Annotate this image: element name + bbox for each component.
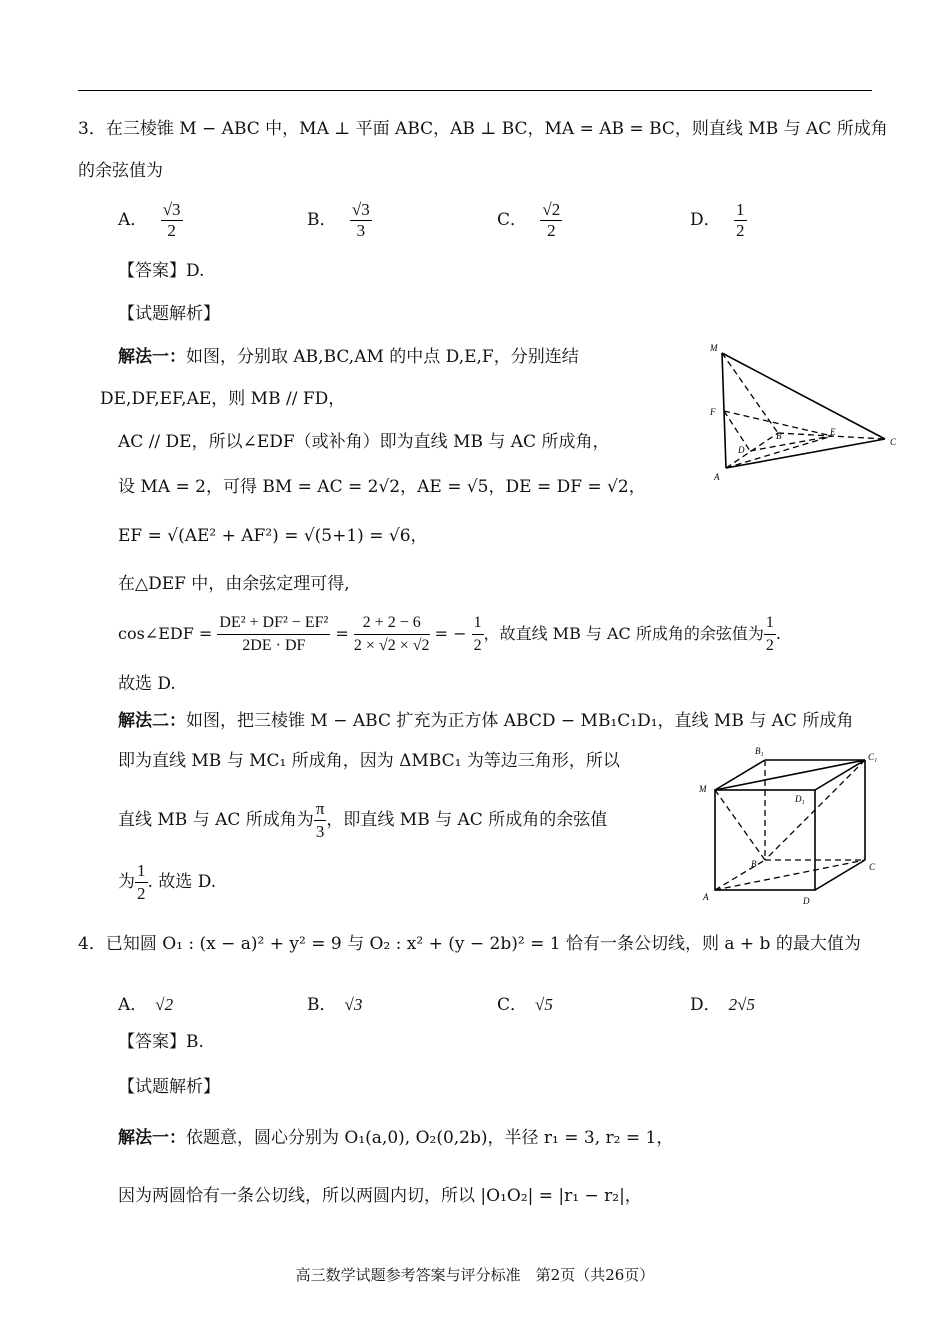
edge-d-c: [815, 860, 865, 890]
label-b: B: [751, 859, 757, 869]
q3-option-a: A． $\frac{√3}{2}$: [118, 200, 181, 240]
label-d: D: [738, 445, 745, 455]
edge-ma: [722, 353, 726, 468]
q4-option-d: D． 2√5: [690, 995, 755, 1015]
q3-stem-line1: 3．在三棱锥 M − ABC 中，MA ⊥ 平面 ABC，AB ⊥ BC，MA = AB = BC，则直线 MB 与 AC 所成角: [78, 119, 888, 139]
q3-method1-line4: 设 MA = 2，可得 BM = AC = 2√2，AE = √5，DE = DF = √2，: [118, 477, 646, 497]
q3-answer: 【答案】D.: [118, 261, 205, 281]
label-d1: D₁: [795, 794, 805, 804]
q4-stem: 4．已知圆 O₁ : (x − a)² + y² = 9 与 O₂ : x² + (y − 2b)² = 1 恰有一条公切线，则 a + b 的最大值为: [78, 934, 861, 954]
q3-option-d: D． $\frac{1}{2}$: [690, 200, 745, 240]
label-e: E: [830, 427, 836, 437]
segment-ac: [715, 860, 865, 890]
q4-option-a: A． √2: [118, 995, 174, 1015]
segment-mb: [715, 790, 765, 860]
q3-method1-line2: DE,DF,EF,AE，则 MB // FD，: [100, 389, 346, 409]
label-b: B: [776, 431, 782, 441]
page-footer: 高三数学试题参考答案与评分标准 第2页（共26页）: [295, 1266, 655, 1284]
edge-m-c1: [715, 760, 865, 790]
pi-over-3-fraction: $\frac{\pi}{3}$: [315, 799, 325, 841]
label-c: C: [890, 437, 897, 447]
q3-option-d-fraction: $\frac{1}{2}$: [736, 200, 745, 240]
label-m: M: [699, 784, 707, 794]
label-a: A: [703, 892, 709, 902]
q3-option-a-fraction: $\frac{√3}{2}$: [162, 200, 181, 240]
segment-fd: [724, 411, 750, 451]
q4-analysis-heading: 【试题解析】: [118, 1077, 220, 1097]
edge-mc: [722, 353, 885, 439]
q3-method2-line3: 直线 MB 与 AC 所成角为 $\frac{\pi}{3}$ ，即直线 MB 与 AC 所成角的余弦值: [118, 799, 608, 841]
cosine-fraction-answer: $\frac{1}{2}$: [765, 614, 774, 654]
half-fraction: $\frac{1}{2}$: [137, 861, 146, 903]
q3-method2-line4: 为 $\frac{1}{2}$ . 故选 D.: [118, 861, 217, 903]
q3-stem-line2: 的余弦值为: [78, 161, 163, 181]
q3-analysis-heading: 【试题解析】: [118, 304, 220, 324]
q3-method1-conclusion: 故选 D.: [118, 674, 176, 694]
cosine-fraction-general: $\frac{\text{DE² + DF² − EF²}}{2DE \cdot DF}$: [219, 614, 329, 654]
q4-option-b: B． √3: [307, 995, 363, 1015]
tetrahedron-figure: [700, 335, 910, 485]
label-d: D: [803, 896, 810, 906]
label-c1: C₁: [868, 752, 878, 762]
label-m: M: [710, 343, 718, 353]
q3-option-c-fraction: $\frac{√2}{2}$: [542, 200, 561, 240]
cube-figure: [695, 742, 895, 912]
q4-option-c: C． √5: [497, 995, 553, 1015]
q3-method1-cosine-formula: cos∠EDF = $\frac{\text{DE² + DF² − EF²}}{2DE \cdot DF}$ = $\frac{2 + 2 - 6}{2 \times √2 \times √2}$ = − $\frac{1}{2}$ ，故直线 MB 与 AC 所成角的余弦值为 $\frac{1}{2}$ .: [118, 612, 781, 657]
q4-method1-line1: 解法一：依题意，圆心分别为 O₁(a,0), O₂(0,2b)，半径 r₁ = 3, r₂ = 1，: [118, 1128, 674, 1148]
q4-method1-line2: 因为两圆恰有一条公切线，所以两圆内切，所以 |O₁O₂| = |r₁ − r₂|，: [118, 1186, 642, 1206]
q3-method1-line3: AC // DE，所以∠EDF（或补角）即为直线 MB 与 AC 所成角，: [118, 432, 610, 452]
q3-method1-line5: EF = √(AE² + AF²) = √(5+1) = √6，: [118, 526, 428, 546]
q3-method2-line1: 解法二：如图，把三棱锥 M − ABC 扩充为正方体 ABCD − MB₁C₁D₁，直线 MB 与 AC 所成角: [118, 711, 854, 731]
cosine-fraction-values: $\frac{2 + 2 - 6}{2 \times √2 \times √2}$: [353, 614, 430, 654]
label-f: F: [710, 407, 716, 417]
q3-method1-line1: 解法一：如图，分别取 AB,BC,AM 的中点 D,E,F，分别连结: [118, 347, 579, 367]
q3-method1-line6: 在△DEF 中，由余弦定理可得,: [118, 574, 350, 594]
q3-option-c: C． $\frac{√2}{2}$: [497, 200, 561, 240]
q4-answer: 【答案】B.: [118, 1032, 204, 1052]
cosine-fraction-result: $\frac{1}{2}$: [473, 614, 482, 654]
q3-method2-line2: 即为直线 MB 与 MC₁ 所成角，因为 ΔMBC₁ 为等边三角形，所以: [118, 751, 620, 771]
label-c: C: [869, 862, 876, 872]
label-b1: B₁: [755, 746, 764, 756]
q3-option-b: B． $\frac{√3}{3}$: [307, 200, 370, 240]
label-a: A: [714, 472, 720, 482]
q3-option-b-fraction: $\frac{√3}{3}$: [351, 200, 370, 240]
top-rule: [78, 90, 872, 91]
